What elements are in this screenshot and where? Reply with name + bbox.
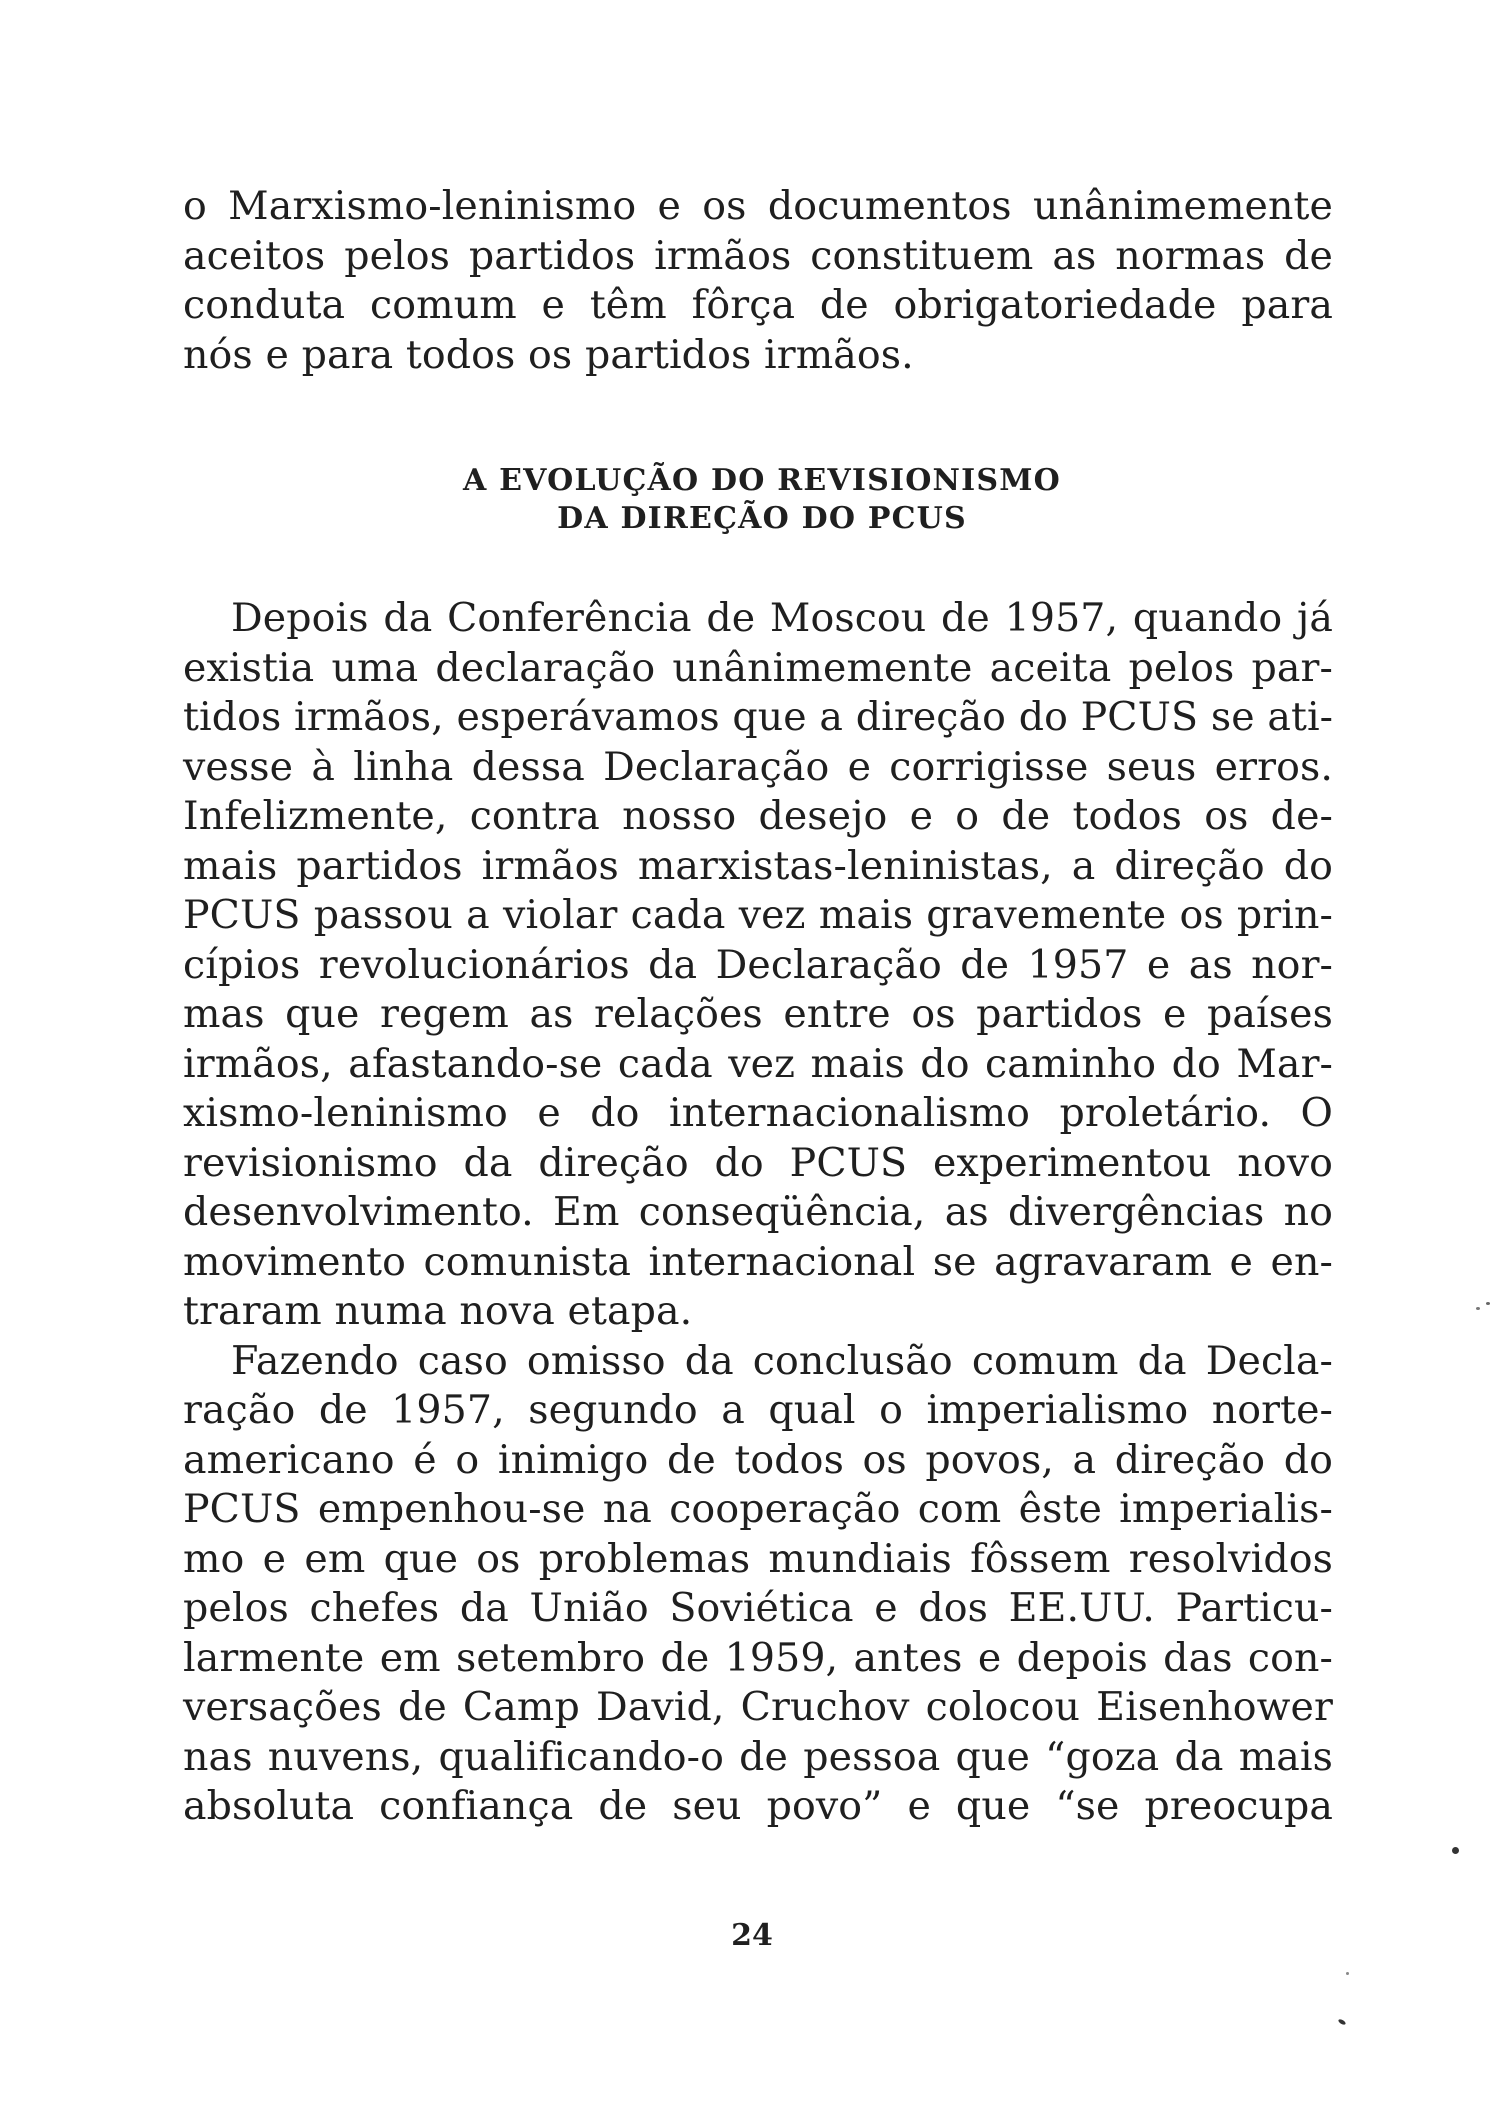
text-line: mo e em que os problemas mundiais fôssem resolvidos — [183, 1535, 1333, 1582]
text-line: PCUS passou a violar cada vez mais gravemente os prin- — [183, 892, 1333, 938]
text-line: versações de Camp David, Cruchov colocou Eisenhower — [183, 1684, 1333, 1730]
text-line: nós e para todos os partidos irmãos. — [183, 331, 914, 378]
text-line: aceitos pelos partidos irmãos constituem as normas de — [183, 232, 1333, 279]
text-line: absoluta confiança de seu povo” e que “se preocupa — [183, 1783, 1333, 1829]
text-line: revisionismo da direção do PCUS experimentou novo — [183, 1139, 1333, 1186]
text-line: PCUS empenhou-se na cooperação com êste imperialis- — [183, 1486, 1333, 1532]
text-line: Depois da Conferência de Moscou de 1957, quando já — [231, 595, 1333, 641]
heading-line-2: DA DIREÇÃO DO PCUS — [557, 501, 967, 536]
body-text — [183, 594, 1333, 1832]
section-heading — [183, 462, 1333, 538]
heading-line-1: A EVOLUÇÃO DO REVISIONISMO — [462, 463, 1061, 498]
scan-speck — [1346, 1972, 1349, 1975]
scan-speck — [1338, 2018, 1347, 2025]
text-line: pelos chefes da União Soviética e dos EE.UU. Particu- — [183, 1585, 1333, 1631]
text-line: Infelizmente, contra nosso desejo e o de todos os de- — [183, 793, 1333, 839]
text-line: desenvolvimento. Em conseqüência, as divergências no — [183, 1189, 1333, 1235]
text-line: cípios revolucionários da Declaração de 1957 e as nor- — [183, 941, 1333, 988]
text-line: vesse à linha dessa Declaração e corrigisse seus erros. — [183, 743, 1333, 790]
text-line: Fazendo caso omisso da conclusão comum da Decla- — [231, 1337, 1333, 1384]
scan-speck — [1486, 1302, 1490, 1305]
text-line: o Marxismo-leninismo e os documentos unânimemente — [183, 183, 1333, 229]
text-line: traram numa nova etapa. — [183, 1288, 693, 1334]
text-line: movimento comunista internacional se agravaram e en- — [183, 1238, 1333, 1285]
text-line: existia uma declaração unânimemente aceita pelos par- — [183, 644, 1333, 691]
page-number — [0, 1918, 1504, 1953]
text-line: mais partidos irmãos marxistas-leninistas, a direção do — [183, 842, 1333, 889]
text-line: larmente em setembro de 1959, antes e depois das con- — [183, 1634, 1333, 1681]
scan-speck — [1452, 1847, 1459, 1854]
text-line: irmãos, afastando-se cada vez mais do caminho do Mar- — [183, 1040, 1333, 1087]
text-line: ração de 1957, segundo a qual o imperialismo norte- — [183, 1387, 1333, 1433]
scan-speck — [1476, 1307, 1480, 1310]
text-line: conduta comum e têm fôrça de obrigatoriedade para — [183, 282, 1333, 328]
paragraph-1 — [183, 594, 1333, 1337]
page-number-text: 24 — [731, 1918, 773, 1953]
text-line: americano é o inimigo de todos os povos, a direção do — [183, 1436, 1333, 1483]
intro-paragraph — [183, 182, 1333, 380]
text-line: tidos irmãos, esperávamos que a direção do PCUS se ati- — [183, 694, 1334, 740]
text-line: xismo-leninismo e do internacionalismo proletário. O — [183, 1090, 1333, 1136]
paragraph-2 — [183, 1337, 1333, 1832]
text-line: nas nuvens, qualificando-o de pessoa que “goza da mais — [183, 1733, 1333, 1780]
text-line: mas que regem as relações entre os partidos e países — [183, 991, 1333, 1037]
